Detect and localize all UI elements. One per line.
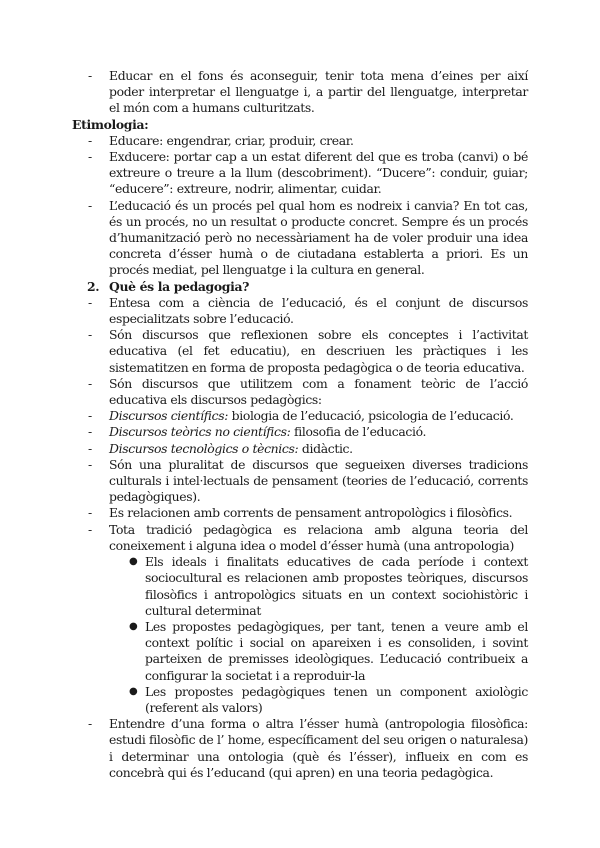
document-body <box>72 68 528 781</box>
dash-marker: - <box>88 505 92 521</box>
discourse-label: Discursos teòrics no científics: <box>109 424 291 440</box>
list-item-text: Tota tradició pedagògica es relaciona amb alguna teoria del coneixement i alguna idea o model d’ésser humà (una antropologia) <box>109 521 528 553</box>
list-item <box>72 457 528 506</box>
list-item <box>72 505 528 521</box>
list-item <box>72 198 528 279</box>
sub-bullet-text: Els ideals i finalitats educatives de cada període i context sociocultural es relacionen amb propostes teòriques, discursos filosòfics i antropològics situats en un context sociohistòric i cultural determinat <box>145 554 528 618</box>
etimologia-heading: Etimologia: <box>72 116 149 132</box>
sub-bullet-item <box>72 684 528 716</box>
dash-marker: - <box>88 132 92 148</box>
section-title: Què és la pedagogia? <box>109 278 250 294</box>
list-item <box>72 327 528 376</box>
list-item-text: Entesa com a ciència de l’educació, és el conjunt de discursos especialitzats sobre l’educació. <box>109 294 528 327</box>
list-item-text: Entendre d’una forma o altra l’ésser humà (antropologia filosòfica: estudi filosòfic de l’ home, específicament del seu origen o naturalesa) i determinar una ontologia (què és l’ésser), influeix en com es concebrà qui és l’educand (qui apren) en una teoria pedagògica. <box>109 716 528 780</box>
list-item <box>72 295 528 327</box>
bullet-dot-icon: ● <box>129 620 138 632</box>
dash-marker: - <box>88 197 92 213</box>
list-item <box>72 133 528 149</box>
list-item-text: Exducere: portar cap a un estat diferent del que es troba (canvi) o bé extreure o treure a la llum (descobriment). “Ducere”: conduir, guiar; “educere”: extreure, nodrir, alimentar, cuidar. <box>109 149 528 197</box>
list-item-text: Són una pluralitat de discursos que segueixen diverses tradicions culturals i intel·lectuals de pensament (teories de l’educació, corrents pedagògiques). <box>109 456 528 505</box>
section-heading <box>72 279 528 295</box>
bullet-dot-icon: ● <box>129 685 138 697</box>
section-number: 2. <box>87 278 100 294</box>
dash-marker: - <box>88 327 92 343</box>
dash-marker: - <box>88 149 92 165</box>
dash-marker: - <box>88 68 92 83</box>
list-item-text: Són discursos que utilitzem com a fonament teòric de l’acció educativa els discursos pedagògics: <box>109 375 528 408</box>
list-item-text: Es relacionen amb corrents de pensament antropològics i filosòfics. <box>109 505 513 521</box>
dash-marker: - <box>88 375 92 391</box>
list-item <box>72 424 528 440</box>
list-item <box>72 408 528 424</box>
list-item-text: Educare: engendrar, criar, produir, crear. <box>109 132 354 148</box>
sub-bullet-text: Les propostes pedagògiques, per tant, tenen a veure amb el context polític i social on apareixen i es consoliden, i sovint parteixen de premisses ideològiques. L’educació contribueix a configurar la societat i a reproduir-la <box>145 618 528 683</box>
list-item <box>72 716 528 781</box>
bullet-dot-icon: ● <box>129 556 138 568</box>
sub-bullet-item <box>72 619 528 684</box>
dash-marker: - <box>88 456 92 472</box>
list-item-text: Són discursos que reflexionen sobre els conceptes i l’activitat educativa (el fet educatiu), en descriuen les pràctiques i les sistematitzen en forma de proposta pedagògica o de teoria educativa. <box>109 327 528 375</box>
list-item <box>72 149 528 198</box>
discourse-text: filosofia de l’educació. <box>290 424 427 440</box>
dash-marker: - <box>88 716 92 732</box>
list-item <box>72 441 528 457</box>
intro-text: Educar en el fons és aconseguir, tenir tota mena d’eines per així poder interpretar el llenguatge i, a partir del llenguatge, interpretar el món com a humans culturitzats. <box>109 68 528 116</box>
discourse-text: didàctic. <box>298 440 353 456</box>
dash-marker: - <box>88 440 92 456</box>
discourse-label: Discursos tecnològics o tècnics: <box>109 440 299 456</box>
sub-bullet-text: Les propostes pedagògiques tenen un component axiològic (referent als valors) <box>145 683 528 715</box>
dash-marker: - <box>88 521 92 537</box>
dash-marker: - <box>88 408 92 424</box>
discourse-text: biologia de l’educació, psicologia de l’educació. <box>228 408 514 424</box>
intro-paragraph <box>72 68 528 117</box>
discourse-label: Discursos científics: <box>109 408 229 424</box>
dash-marker: - <box>88 294 92 310</box>
sub-bullet-item <box>72 554 528 619</box>
list-item-text: L’educació és un procés pel qual hom es nodreix i canvia? En tot cas, és un procés, no un resultat o producte concret. Sempre és un procés d’humanització però no necessàriament ha de voler produir una idea concreta d’ésser humà o de ciutadana establerta a priori. Es un procés mediat, pel llenguatge i la cultura en general. <box>109 197 528 278</box>
dash-marker: - <box>88 424 92 440</box>
list-item <box>72 376 528 408</box>
list-item <box>72 522 528 554</box>
